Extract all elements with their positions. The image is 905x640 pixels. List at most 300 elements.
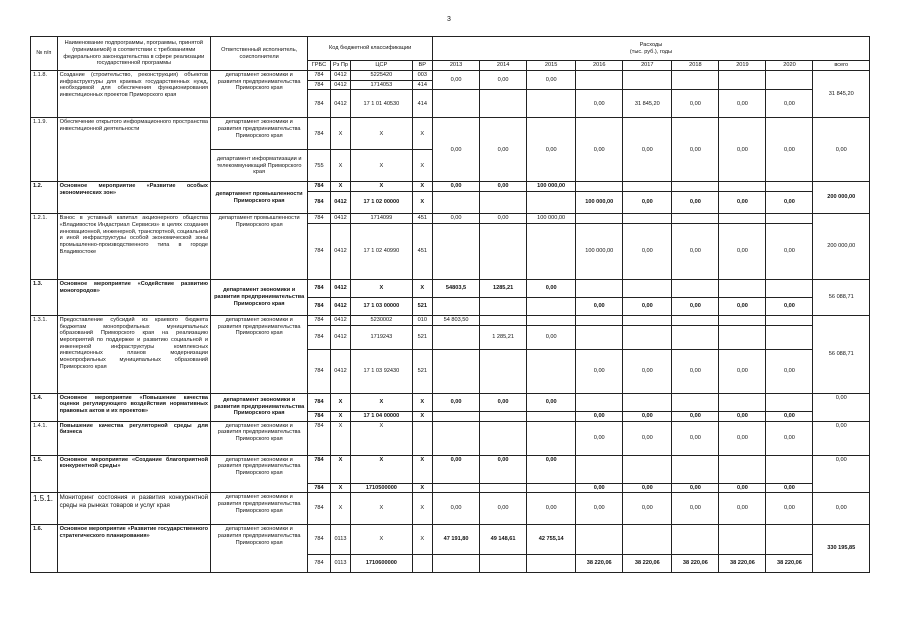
cell-value: [527, 421, 576, 455]
header-executor: Ответственный исполнитель, соисполнители: [211, 37, 308, 71]
cell-value: [576, 279, 623, 297]
cell-value: [480, 349, 527, 393]
cell-value: 0,00: [433, 455, 480, 483]
cell-vr: 451: [412, 223, 432, 279]
cell-rzpr: X: [330, 150, 350, 182]
cell-value: 38 220,06: [766, 555, 813, 573]
cell-value: 0,00: [576, 493, 623, 525]
cell-grbs: 784: [308, 90, 331, 118]
cell-value: 0,00: [480, 182, 527, 192]
cell-value: [623, 279, 672, 297]
cell-value: 0,00: [623, 483, 672, 493]
table-row: [31, 525, 870, 555]
cell-rzpr: 0113: [330, 525, 350, 555]
cell-value: [480, 483, 527, 493]
cell-csr: 1710600000: [351, 555, 412, 573]
cell-value: 0,00: [623, 349, 672, 393]
row-executor: департамент промышленности Приморского края: [211, 214, 308, 280]
cell-total: 0,00: [813, 118, 870, 182]
cell-rzpr: 0412: [330, 315, 350, 325]
cell-value: [766, 325, 813, 349]
cell-value: [480, 315, 527, 325]
header-rzpr: Рз Пр: [330, 61, 350, 71]
cell-value: 47 191,80: [433, 525, 480, 555]
cell-value: 0,00: [576, 421, 623, 455]
cell-total: 330 195,85: [813, 525, 870, 573]
cell-rzpr: 0412: [330, 279, 350, 297]
cell-value: 1 285,21: [480, 325, 527, 349]
cell-grbs: 784: [308, 80, 331, 90]
header-year: 2015: [527, 61, 576, 71]
cell-csr: X: [351, 393, 412, 411]
cell-rzpr: X: [330, 493, 350, 525]
cell-value: 0,00: [672, 421, 719, 455]
cell-value: [433, 223, 480, 279]
cell-value: [576, 214, 623, 224]
cell-value: 42 755,14: [527, 525, 576, 555]
cell-rzpr: 0412: [330, 71, 350, 81]
cell-value: 0,00: [672, 192, 719, 214]
cell-vr: X: [412, 493, 432, 525]
cell-vr: 414: [412, 80, 432, 90]
cell-value: 0,00: [480, 118, 527, 182]
table-row: [31, 279, 870, 297]
page-number: 3: [447, 16, 451, 23]
cell-value: [576, 315, 623, 325]
header-year: всего: [813, 61, 870, 71]
row-num: 1.4.: [31, 393, 58, 421]
cell-rzpr: 0412: [330, 325, 350, 349]
cell-csr: 17 1 02 00000: [351, 192, 412, 214]
cell-value: 0,00: [719, 421, 766, 455]
cell-value: 0,00: [433, 493, 480, 525]
cell-rzpr: 0412: [330, 90, 350, 118]
cell-value: 54 803,50: [433, 315, 480, 325]
row-name: Основное мероприятие «Развитие особых экономических зон»: [57, 182, 210, 214]
row-name: Мониторинг состояния и развития конкурентной среды на рынках товаров и услуг края: [57, 493, 210, 525]
cell-total: 0,00: [813, 421, 870, 455]
cell-value: 0,00: [719, 297, 766, 315]
cell-rzpr: 0412: [330, 214, 350, 224]
row-name: Предоставление субсидий из краевого бюджета бюджетам монопрофильных муниципальных образований Приморского края на реализацию мероприятий по поддержке и развитию социальной и инженерной инфраструктуры комплексных инвестиционных планов модернизации монопрофильных муниципальных образований Приморского края: [57, 315, 210, 393]
cell-value: [623, 71, 672, 90]
cell-vr: X: [412, 150, 432, 182]
budget-table: [30, 36, 870, 573]
cell-value: 0,00: [766, 421, 813, 455]
row-name: Основное мероприятие «Содействие развитию моногородов»: [57, 279, 210, 315]
cell-csr: 1714053: [351, 80, 412, 90]
cell-value: 0,00: [672, 493, 719, 525]
cell-grbs: 784: [308, 223, 331, 279]
header-year: 2013: [433, 61, 480, 71]
table-row: [31, 493, 870, 525]
cell-value: 0,00: [719, 118, 766, 182]
cell-grbs: 784: [308, 182, 331, 192]
row-executor: департамент экономики и развития предпринимательства Приморского края: [211, 455, 308, 493]
row-executor: департамент экономики и развития предпринимательства Приморского края: [211, 525, 308, 573]
cell-grbs: 784: [308, 118, 331, 150]
cell-value: [480, 555, 527, 573]
cell-value: 0,00: [576, 411, 623, 421]
cell-value: [766, 214, 813, 224]
cell-csr: 1710500000: [351, 483, 412, 493]
cell-value: 38 220,06: [576, 555, 623, 573]
cell-value: [433, 192, 480, 214]
cell-value: [433, 349, 480, 393]
row-executor: департамент экономики и развития предпринимательства Приморского края: [211, 421, 308, 455]
cell-value: 0,00: [527, 71, 576, 90]
cell-csr: X: [351, 525, 412, 555]
cell-value: [766, 315, 813, 325]
cell-value: [672, 182, 719, 192]
cell-value: [766, 279, 813, 297]
row-name: Взнос в уставный капитал акционерного общества «Владивосток Индастриал Сервисиз» в целях создания инновационной, инженерной, транспортной, социальной и иной инфраструктуры особой экономической зоны промышленно-производственного типа в городе Владивостоке: [57, 214, 210, 280]
cell-vr: 521: [412, 325, 432, 349]
cell-grbs: 784: [308, 525, 331, 555]
cell-value: [719, 279, 766, 297]
cell-grbs: 784: [308, 315, 331, 325]
cell-value: 0,00: [623, 493, 672, 525]
cell-value: 0,00: [672, 483, 719, 493]
cell-rzpr: 0113: [330, 555, 350, 573]
cell-rzpr: X: [330, 393, 350, 411]
cell-value: 0,00: [433, 118, 480, 182]
cell-grbs: 784: [308, 279, 331, 297]
cell-grbs: 784: [308, 192, 331, 214]
cell-rzpr: 0412: [330, 80, 350, 90]
cell-value: [527, 223, 576, 279]
row-name: Основное мероприятие «Создание благоприятной конкурентной среды»: [57, 455, 210, 493]
cell-value: [576, 71, 623, 90]
cell-csr: X: [351, 182, 412, 192]
cell-value: [480, 223, 527, 279]
cell-value: [576, 325, 623, 349]
cell-value: 38 220,06: [672, 555, 719, 573]
header-year: 2020: [766, 61, 813, 71]
cell-csr: X: [351, 118, 412, 150]
row-name: Создание (строительство, реконструкция) объектов инфраструктуры для краевых государственных нужд, необходимой для обеспечения функционирования инвестиционных проектов Приморского края: [57, 71, 210, 118]
header-code-group: Код бюджетной классификации: [308, 37, 433, 61]
cell-value: [433, 90, 480, 118]
cell-csr: 1714099: [351, 214, 412, 224]
row-num: 1.6.: [31, 525, 58, 573]
row-name: Основное мероприятие «Развитие государственного стратегического планирования»: [57, 525, 210, 573]
cell-grbs: 784: [308, 71, 331, 81]
cell-csr: 17 1 02 40990: [351, 223, 412, 279]
row-num: 1.2.1.: [31, 214, 58, 280]
cell-vr: X: [412, 455, 432, 483]
cell-value: 0,00: [433, 214, 480, 224]
cell-grbs: 784: [308, 297, 331, 315]
cell-value: [623, 182, 672, 192]
header-name: Наименование подпрограммы, программы, принятой (принимаемой) в соответствии с требованиями федерального законодательства в сфере реализации государственной программы: [57, 37, 210, 71]
cell-value: 0,00: [766, 493, 813, 525]
cell-rzpr: X: [330, 182, 350, 192]
header-year: 2014: [480, 61, 527, 71]
cell-value: 0,00: [719, 223, 766, 279]
cell-value: [433, 411, 480, 421]
cell-vr: X: [412, 483, 432, 493]
cell-grbs: 784: [308, 455, 331, 483]
cell-value: [672, 214, 719, 224]
cell-rzpr: 0412: [330, 192, 350, 214]
cell-value: [672, 393, 719, 411]
cell-value: 0,00: [527, 493, 576, 525]
cell-value: 0,00: [766, 223, 813, 279]
cell-grbs: 784: [308, 493, 331, 525]
cell-value: 0,00: [576, 118, 623, 182]
cell-value: 100 000,00: [527, 214, 576, 224]
cell-value: [672, 455, 719, 483]
cell-value: [527, 555, 576, 573]
cell-value: 0,00: [623, 421, 672, 455]
cell-vr: 521: [412, 297, 432, 315]
cell-value: 0,00: [766, 297, 813, 315]
cell-value: [527, 411, 576, 421]
cell-vr: [412, 421, 432, 455]
cell-value: [766, 525, 813, 555]
cell-value: 0,00: [480, 455, 527, 483]
table-row: [31, 455, 870, 483]
cell-total: 0,00: [813, 455, 870, 493]
cell-value: 54803,5: [433, 279, 480, 297]
cell-value: [719, 393, 766, 411]
cell-value: 0,00: [480, 393, 527, 411]
cell-value: 0,00: [527, 325, 576, 349]
cell-value: 0,00: [719, 483, 766, 493]
table-row: [31, 71, 870, 81]
cell-total: 0,00: [813, 493, 870, 525]
cell-value: [719, 71, 766, 90]
cell-vr: X: [412, 279, 432, 297]
cell-value: 38 220,06: [623, 555, 672, 573]
cell-vr: 414: [412, 90, 432, 118]
cell-value: 0,00: [576, 483, 623, 493]
cell-value: 0,00: [433, 182, 480, 192]
cell-value: 0,00: [672, 223, 719, 279]
cell-vr: 451: [412, 214, 432, 224]
cell-total: 0,00: [813, 393, 870, 421]
row-executor: департамент экономики и развития предпринимательства Приморского края: [211, 118, 308, 150]
cell-csr: 5225420: [351, 71, 412, 81]
cell-value: [672, 325, 719, 349]
cell-value: 0,00: [719, 90, 766, 118]
header-num: № п/п: [31, 37, 58, 71]
cell-grbs: 784: [308, 214, 331, 224]
cell-total: 31 845,20: [813, 71, 870, 118]
table-row: [31, 393, 870, 411]
cell-value: 0,00: [766, 192, 813, 214]
table-row: [31, 421, 870, 455]
cell-rzpr: 0412: [330, 349, 350, 393]
cell-value: 1285,21: [480, 279, 527, 297]
row-num: 1.5.: [31, 455, 58, 493]
cell-value: [576, 455, 623, 483]
cell-value: 0,00: [480, 493, 527, 525]
cell-value: [719, 455, 766, 483]
cell-value: 0,00: [527, 455, 576, 483]
row-executor: департамент экономики и развития предпринимательства Приморского края: [211, 315, 308, 393]
cell-vr: 521: [412, 349, 432, 393]
cell-value: 0,00: [672, 118, 719, 182]
row-num: 1.3.1.: [31, 315, 58, 393]
cell-value: 0,00: [527, 393, 576, 411]
cell-vr: X: [412, 393, 432, 411]
cell-value: 38 220,06: [719, 555, 766, 573]
cell-rzpr: X: [330, 411, 350, 421]
cell-grbs: 784: [308, 555, 331, 573]
cell-csr: X: [351, 421, 412, 455]
cell-value: [527, 483, 576, 493]
cell-total: 56 088,71: [813, 279, 870, 315]
cell-vr: 010: [412, 315, 432, 325]
cell-csr: 5230002: [351, 315, 412, 325]
row-executor: департамент промышленности Приморского края: [211, 182, 308, 214]
cell-value: 0,00: [766, 90, 813, 118]
header-vr: ВР: [412, 61, 432, 71]
cell-value: [576, 393, 623, 411]
header-year: 2018: [672, 61, 719, 71]
cell-value: [527, 90, 576, 118]
cell-value: [480, 411, 527, 421]
row-executor: департамент информатизации и телекоммуникаций Приморского края: [211, 150, 308, 182]
cell-vr: 003: [412, 71, 432, 81]
cell-value: 0,00: [719, 192, 766, 214]
cell-value: [527, 192, 576, 214]
cell-value: [623, 325, 672, 349]
cell-value: 100 000,00: [576, 223, 623, 279]
cell-value: 0,00: [623, 118, 672, 182]
cell-vr: X: [412, 525, 432, 555]
header-year: 2017: [623, 61, 672, 71]
cell-value: 100 000,00: [576, 192, 623, 214]
row-num: 1.3.: [31, 279, 58, 315]
cell-rzpr: X: [330, 421, 350, 455]
cell-value: [480, 297, 527, 315]
cell-vr: X: [412, 192, 432, 214]
cell-value: [576, 525, 623, 555]
cell-value: 0,00: [527, 118, 576, 182]
cell-value: 0,00: [766, 118, 813, 182]
table-row: [31, 182, 870, 192]
header-year: 2019: [719, 61, 766, 71]
cell-value: [623, 315, 672, 325]
cell-grbs: 784: [308, 393, 331, 411]
cell-value: [672, 525, 719, 555]
cell-csr: 17 1 01 40530: [351, 90, 412, 118]
cell-total: 56 088,71: [813, 315, 870, 393]
row-name: Обеспечение открытого информационного пространства инвестиционной деятельности: [57, 118, 210, 182]
cell-value: 0,00: [719, 349, 766, 393]
table-row: [31, 315, 870, 325]
cell-value: [623, 214, 672, 224]
cell-value: 0,00: [719, 493, 766, 525]
cell-value: 0,00: [672, 297, 719, 315]
cell-value: 31 845,20: [623, 90, 672, 118]
row-num: 1.5.1.: [31, 493, 58, 525]
cell-value: 0,00: [527, 279, 576, 297]
row-executor: департамент экономики и развития предпринимательства Приморского края: [211, 71, 308, 118]
cell-vr: X: [412, 182, 432, 192]
cell-value: [527, 349, 576, 393]
cell-csr: X: [351, 150, 412, 182]
cell-rzpr: X: [330, 483, 350, 493]
cell-csr: 17 1 03 00000: [351, 297, 412, 315]
cell-value: 0,00: [672, 349, 719, 393]
row-executor: департамент экономики и развития предпринимательства Приморского края: [211, 493, 308, 525]
cell-value: [480, 90, 527, 118]
cell-value: [433, 421, 480, 455]
cell-value: [433, 483, 480, 493]
cell-value: [719, 182, 766, 192]
row-num: 1.1.8.: [31, 71, 58, 118]
cell-grbs: 784: [308, 483, 331, 493]
cell-value: [527, 297, 576, 315]
cell-value: 0,00: [433, 393, 480, 411]
row-num: 1.4.1.: [31, 421, 58, 455]
cell-value: [433, 325, 480, 349]
cell-value: [672, 71, 719, 90]
row-num: 1.2.: [31, 182, 58, 214]
cell-rzpr: 0412: [330, 297, 350, 315]
row-executor: департамент экономики и развития предпринимательства Приморского края: [211, 393, 308, 421]
cell-value: 0,00: [766, 411, 813, 421]
cell-value: 0,00: [480, 214, 527, 224]
cell-value: 0,00: [576, 90, 623, 118]
cell-grbs: 784: [308, 411, 331, 421]
cell-csr: X: [351, 279, 412, 297]
cell-value: [623, 393, 672, 411]
cell-value: [527, 315, 576, 325]
table-row: [31, 214, 870, 224]
cell-rzpr: X: [330, 118, 350, 150]
cell-value: [480, 192, 527, 214]
cell-value: 49 148,61: [480, 525, 527, 555]
cell-value: [623, 455, 672, 483]
cell-value: 0,00: [672, 90, 719, 118]
cell-value: 0,00: [623, 411, 672, 421]
cell-csr: 1719243: [351, 325, 412, 349]
cell-value: [719, 325, 766, 349]
cell-csr: 17 1 03 92430: [351, 349, 412, 393]
header-csr: ЦСР: [351, 61, 412, 71]
cell-value: [766, 455, 813, 483]
cell-grbs: 784: [308, 325, 331, 349]
cell-value: 0,00: [766, 483, 813, 493]
cell-value: [766, 182, 813, 192]
cell-value: 0,00: [480, 71, 527, 90]
table-row: [31, 118, 870, 150]
cell-grbs: 755: [308, 150, 331, 182]
cell-value: 0,00: [672, 411, 719, 421]
cell-value: 100 000,00: [527, 182, 576, 192]
cell-value: [766, 393, 813, 411]
header-grbs: ГРБС: [308, 61, 331, 71]
cell-value: [576, 182, 623, 192]
row-num: 1.1.9.: [31, 118, 58, 182]
header-year: 2016: [576, 61, 623, 71]
cell-value: [623, 525, 672, 555]
cell-value: [672, 279, 719, 297]
cell-value: [672, 315, 719, 325]
cell-rzpr: X: [330, 455, 350, 483]
cell-value: [433, 555, 480, 573]
header-expenses: [433, 37, 870, 61]
cell-value: 0,00: [766, 349, 813, 393]
cell-total: 200 000,00: [813, 214, 870, 280]
cell-value: [480, 421, 527, 455]
cell-vr: X: [412, 118, 432, 150]
